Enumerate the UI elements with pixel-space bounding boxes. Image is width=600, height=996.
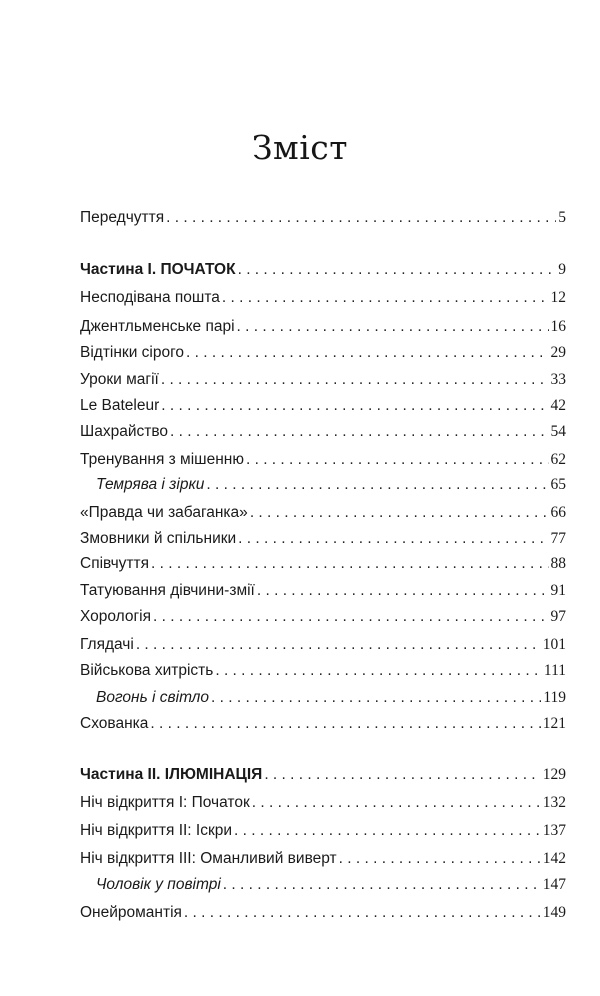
toc-leader-dots	[215, 660, 542, 682]
toc-entry	[80, 342, 566, 364]
toc-entry-page: 97	[550, 608, 566, 625]
toc-entry-page: 91	[550, 582, 566, 599]
toc-entry-page: 121	[542, 715, 566, 732]
toc-entry-page: 42	[550, 397, 566, 414]
toc-leader-dots	[186, 342, 548, 364]
toc-entry-label: Татуювання дівчини-змії	[80, 582, 255, 599]
toc-entry-page: 12	[550, 289, 566, 306]
toc-entry-page: 29	[550, 344, 566, 361]
toc-entry-label: Хорологія	[80, 608, 152, 625]
toc-leader-dots	[223, 874, 541, 896]
toc-entry-label: Військова хитрість	[80, 662, 214, 679]
toc-entry	[80, 848, 566, 870]
toc-interlude-entry	[96, 474, 566, 496]
toc-leader-dots	[151, 553, 549, 575]
toc-entry-page: 77	[550, 530, 566, 547]
toc-entry-label: Схованка	[80, 715, 149, 732]
toc-part-heading	[80, 764, 566, 786]
toc-entry-label: Ніч відкриття III: Оманливий виверт	[80, 850, 337, 867]
toc-leader-dots	[153, 606, 548, 628]
toc-part-heading	[80, 259, 566, 281]
toc-entry-label: Вогонь і світло	[96, 689, 210, 706]
toc-entry-label: Несподівана пошта	[80, 289, 220, 306]
toc-entry	[80, 369, 566, 391]
toc-entry-page: 101	[542, 636, 566, 653]
toc-entry	[80, 713, 566, 735]
toc-leader-dots	[257, 580, 549, 602]
toc-entry-page: 16	[550, 318, 566, 335]
toc-interlude-entry	[96, 874, 566, 896]
toc-entry	[80, 528, 566, 550]
toc-entry	[80, 553, 566, 575]
toc-entry-label: Відтінки сірого	[80, 344, 185, 361]
toc-leader-dots	[237, 316, 549, 338]
toc-entry-label: Частина I. ПОЧАТОК	[80, 261, 236, 278]
toc-leader-dots	[339, 848, 541, 870]
toc-entry-label: «Правда чи забаганка»	[80, 504, 248, 521]
toc-leader-dots	[238, 259, 557, 281]
toc-entry-page: 137	[542, 822, 566, 839]
toc-entry	[80, 820, 566, 842]
toc-leader-dots	[161, 395, 548, 417]
toc-entry-label: Джентльменське парі	[80, 318, 235, 335]
toc-entry-page: 66	[550, 504, 566, 521]
toc-entry-page: 62	[550, 451, 566, 468]
toc-entry-page: 5	[558, 209, 566, 226]
toc-entry-label: Глядачі	[80, 636, 134, 653]
page-title: Зміст	[251, 128, 349, 167]
toc-entry-label: Уроки магії	[80, 371, 159, 388]
toc-leader-dots	[136, 634, 541, 656]
toc-interlude-entry	[96, 687, 566, 709]
toc-entry-page: 147	[542, 876, 566, 893]
toc-leader-dots	[166, 207, 556, 229]
toc-entry	[80, 502, 566, 524]
toc-leader-dots	[211, 687, 541, 709]
toc-leader-dots	[238, 528, 548, 550]
toc-entry-page: 88	[550, 555, 566, 572]
toc-entry-page: 33	[550, 371, 566, 388]
toc-entry-label: Le Bateleur	[80, 397, 160, 414]
toc-leader-dots	[222, 287, 549, 309]
toc-entry-label: Ніч відкриття I: Початок	[80, 794, 250, 811]
toc-entry-page: 111	[543, 662, 566, 679]
toc-entry-page: 119	[543, 689, 566, 706]
toc-entry	[80, 207, 566, 229]
toc-entry	[80, 902, 566, 924]
toc-leader-dots	[161, 369, 549, 391]
toc-entry	[80, 792, 566, 814]
toc-entry-page: 54	[550, 423, 566, 440]
toc-leader-dots	[264, 764, 540, 786]
toc-entry	[80, 606, 566, 628]
toc-entry-label: Ніч відкриття II: Іскри	[80, 822, 233, 839]
toc-entry	[80, 395, 566, 417]
toc-entry	[80, 421, 566, 443]
toc-entry-label: Частина II. ІЛЮМІНАЦІЯ	[80, 766, 263, 783]
toc-entry	[80, 660, 566, 682]
toc-entry-page: 129	[542, 766, 566, 783]
toc-leader-dots	[184, 902, 541, 924]
toc-entry-page: 9	[558, 261, 566, 278]
toc-entry-label: Тренування з мішенню	[80, 451, 244, 468]
toc-leader-dots	[170, 421, 548, 443]
toc-entry	[80, 580, 566, 602]
toc-leader-dots	[246, 449, 549, 471]
toc-leader-dots	[206, 474, 548, 496]
toc-entry-label: Темрява і зірки	[96, 476, 205, 493]
toc-entry-label: Змовники й спільники	[80, 530, 237, 547]
toc-entry	[80, 634, 566, 656]
toc-entry-label: Співчуття	[80, 555, 149, 572]
toc-entry-page: 65	[550, 476, 566, 493]
toc-entry-page: 142	[542, 850, 566, 867]
toc-leader-dots	[150, 713, 540, 735]
toc-leader-dots	[234, 820, 541, 842]
toc-entry-label: Чоловік у повітрі	[96, 876, 221, 893]
toc-entry	[80, 316, 566, 338]
toc-entry-label: Шахрайство	[80, 423, 169, 440]
toc-entry-page: 132	[542, 794, 566, 811]
toc-entry	[80, 287, 566, 309]
toc-entry-label: Онейромантія	[80, 904, 182, 921]
toc-entry	[80, 449, 566, 471]
toc-leader-dots	[250, 502, 549, 524]
toc-entry-page: 149	[542, 904, 566, 921]
toc-entry-label: Передчуття	[80, 209, 165, 226]
toc-leader-dots	[252, 792, 541, 814]
